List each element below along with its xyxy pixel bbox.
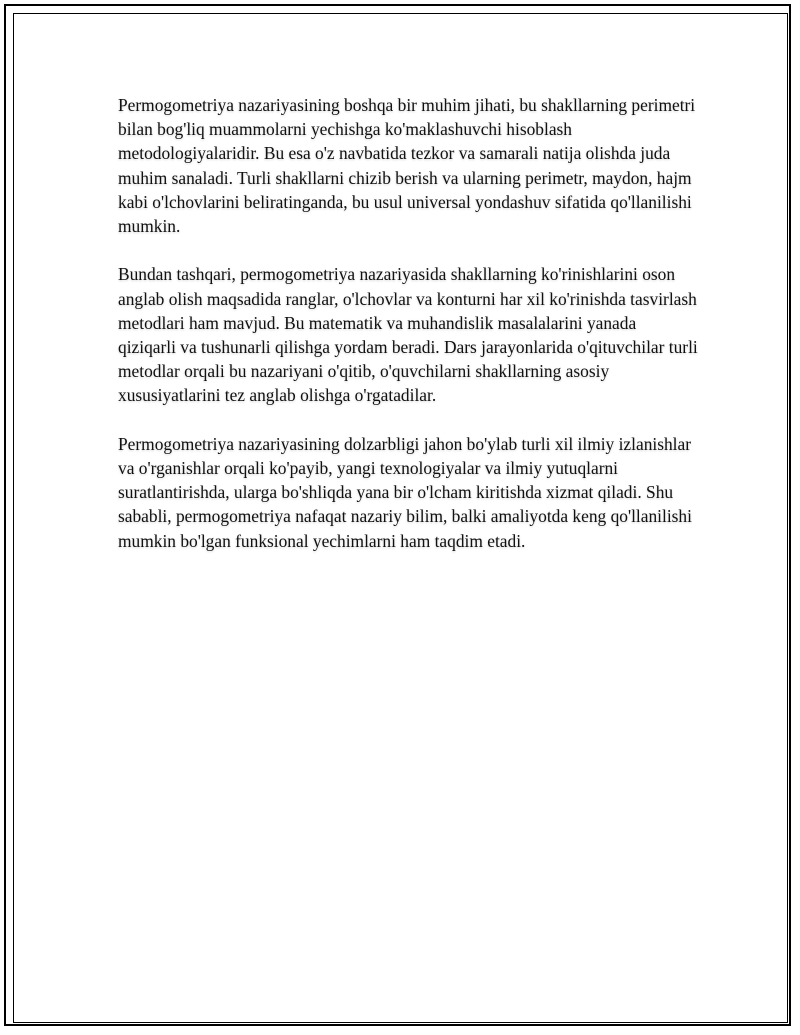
paragraph-1: Permogometriya nazariyasining boshqa bir muhim jihati, bu shakllarning perimetri bilan bog'liq muammolarni yechishga ko'maklashuvchi hisoblash metodologiyalaridir. Bu esa o'z navbatida tezkor va samarali natija olishda juda muhim sanaladi. Turli shakllarni chizib berish va ularning perimetr, maydon, hajm kabi o'lchovlarini beliratinganda, bu usul universal yondashuv sifatida qo'llanilishi mumkin. (118, 95, 696, 237)
document-body (118, 93, 698, 577)
paragraph-2: Bundan tashqari, permogometriya nazariyasida shakllarning ko'rinishlarini oson anglab olish maqsadida ranglar, o'lchovlar va konturni har xil ko'rinishda tasvirlash metodlari ham mavjud. Bu matematik va muhandislik masalalarini yanada qiziqarli va tushunarli qilishga yordam beradi. Dars jarayonlarida o'qituvchilar turli metodlar orqali bu nazariyani o'qitib, o'quvchilarni shakllarning asosiy xususiyatlarini tez anglab olishga o'rgatadilar. (118, 264, 698, 406)
paragraph-3: Permogometriya nazariyasining dolzarbligi jahon bo'ylab turli xil ilmiy izlanishlar va o'rganishlar orqali ko'payib, yangi texnologiyalar va ilmiy yutuqlarni suratlantirishda, ularga bo'shliqda yana bir o'lcham kiritishda xizmat qiladi. Shu sababli, permogometriya nafaqat nazariy bilim, balki amaliyotda keng qo'llanilishi mumkin bo'lgan funksional yechimlarni ham taqdim etadi. (118, 433, 692, 551)
